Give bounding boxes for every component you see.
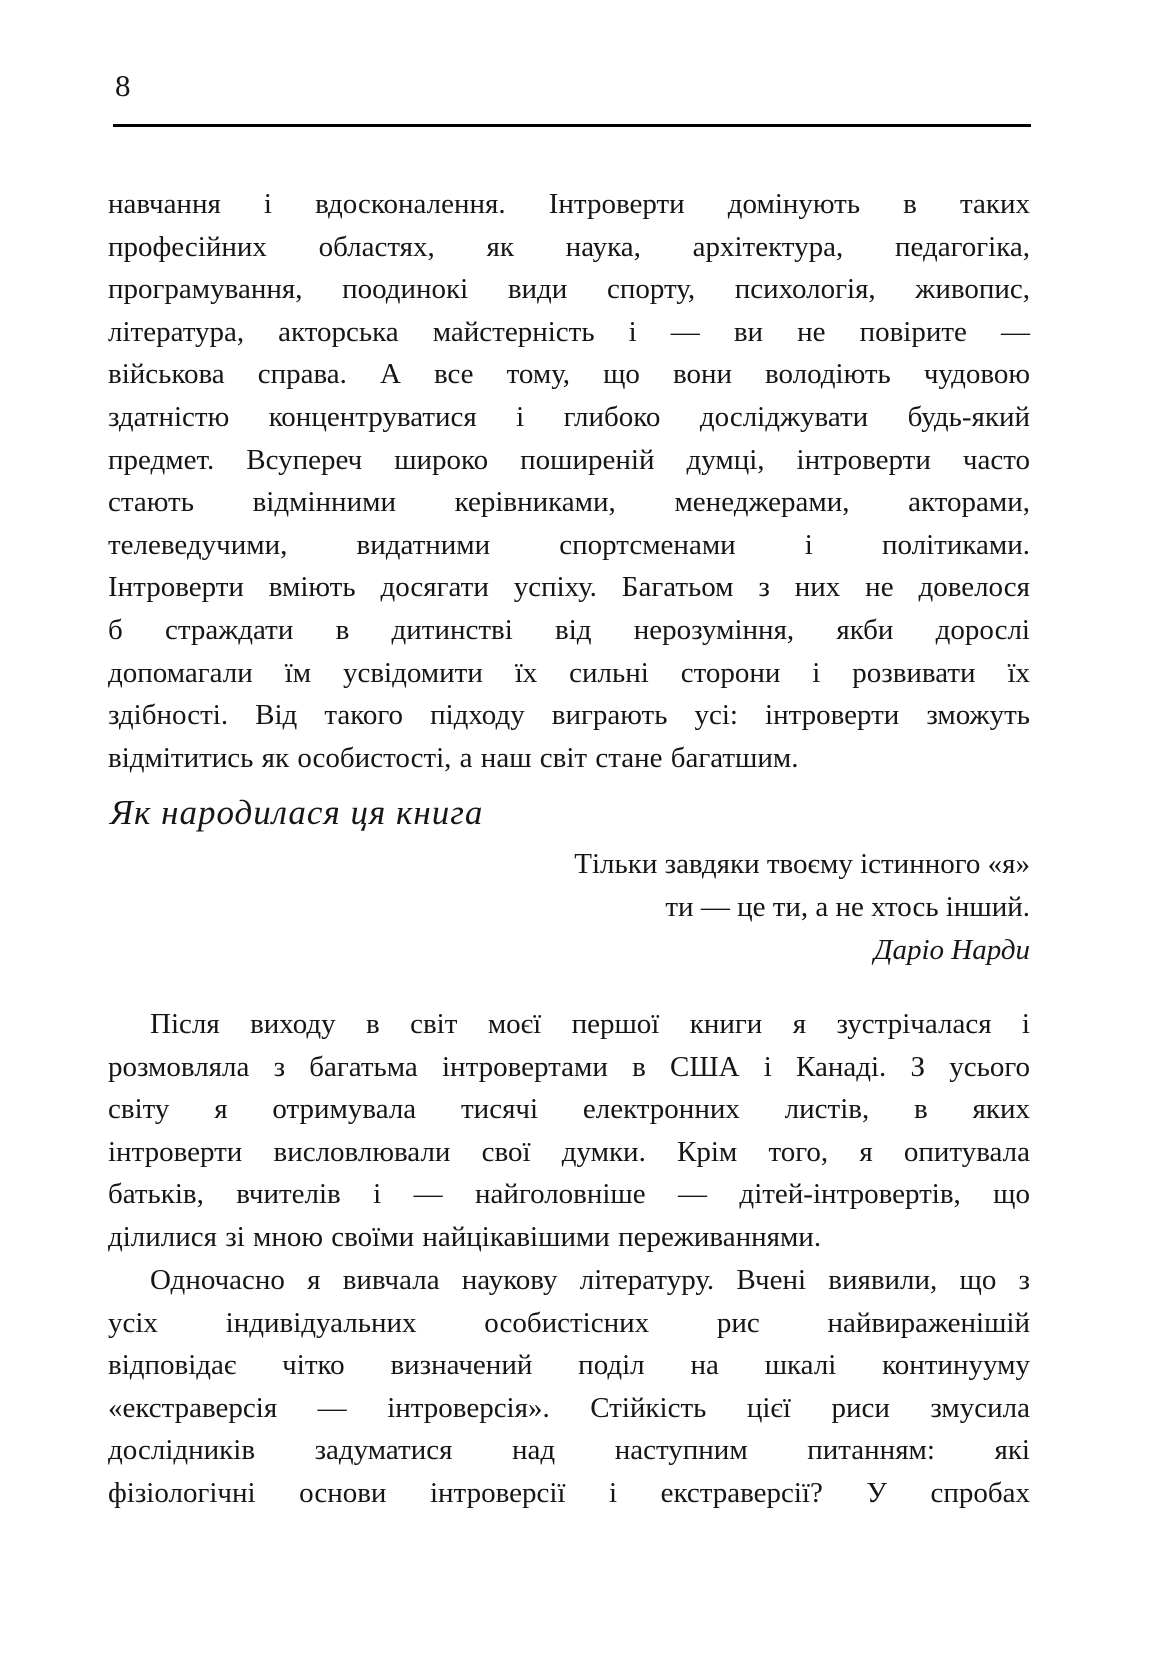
text-line: ділилися зі мною своїми найцікавішими переживаннями. bbox=[108, 1220, 822, 1253]
page-number: 8 bbox=[115, 68, 131, 103]
text-line: здібності. Від такого підходу виграють усі: інтроверти зможуть bbox=[108, 699, 1030, 732]
paragraph-last bbox=[108, 1259, 1030, 1515]
text-line: дослідників задуматися над наступним питанням: які bbox=[108, 1434, 1030, 1467]
paragraph-after-heading bbox=[108, 1003, 1030, 1259]
text-line: навчання і вдосконалення. Інтроверти домінують в таких bbox=[108, 188, 1030, 220]
text-line: допомагали їм усвідомити їх сильні сторони і розвивати їх bbox=[108, 656, 1030, 689]
text-line: програмування, поодинокі види спорту, психологія, живопис, bbox=[108, 273, 1030, 306]
text-line: відмітитись як особистості, а наш світ стане багатшим. bbox=[108, 741, 799, 774]
paragraph-continuation bbox=[108, 183, 1030, 779]
epigraph-attribution: Даріо Нарди bbox=[874, 933, 1030, 966]
text-line: інтроверти висловлювали свої думки. Крім того, я опитувала bbox=[108, 1135, 1030, 1168]
epigraph-line: ти — це ти, а не хтось інший. bbox=[665, 890, 1030, 923]
text-line: телеведучими, видатними спортсменами і політиками. bbox=[108, 528, 1030, 561]
text-line: розмовляла з багатьма інтровертами в США і Канаді. З усього bbox=[108, 1050, 1030, 1083]
header-rule bbox=[113, 124, 1031, 127]
epigraph-line: Тільки завдяки твоєму істинного «я» bbox=[574, 848, 1030, 880]
text-line: Після виходу в світ моєї першої книги я зустрічалася і bbox=[150, 1008, 1030, 1040]
text-line: література, акторська майстерність і — ви не повірите — bbox=[108, 315, 1030, 348]
text-line: фізіологічні основи інтроверсії і екстраверсії? У спробах bbox=[108, 1476, 1030, 1509]
text-line: здатністю концентруватися і глибоко досліджувати будь-який bbox=[108, 400, 1030, 433]
text-line: «екстраверсія — інтроверсія». Стійкість цієї риси змусила bbox=[108, 1391, 1030, 1424]
epigraph bbox=[108, 843, 1030, 971]
text-line: професійних областях, як наука, архітектура, педагогіка, bbox=[108, 230, 1030, 263]
section-heading: Як народилася ця книга bbox=[110, 793, 484, 832]
text-line: Одночасно я вивчала наукову літературу. Вчені виявили, що з bbox=[150, 1264, 1030, 1296]
text-line: Інтроверти вміють досягати успіху. Багатьом з них не довелося bbox=[108, 571, 1030, 604]
text-line: відповідає чітко визначений поділ на шкалі континууму bbox=[108, 1349, 1030, 1382]
text-line: предмет. Всупереч широко поширеній думці, інтроверти часто bbox=[108, 443, 1030, 476]
text-line: стають відмінними керівниками, менеджерами, акторами, bbox=[108, 486, 1030, 519]
text-line: світу я отримувала тисячі електронних листів, в яких bbox=[108, 1093, 1030, 1126]
text-line: батьків, вчителів і — найголовніше — дітей-інтровертів, що bbox=[108, 1178, 1030, 1211]
text-line: б страждати в дитинстві від нерозуміння, якби дорослі bbox=[108, 613, 1030, 646]
text-line: усіх індивідуальних особистісних рис найвираженішій bbox=[108, 1306, 1030, 1339]
text-line: військова справа. А все тому, що вони володіють чудовою bbox=[108, 358, 1030, 391]
